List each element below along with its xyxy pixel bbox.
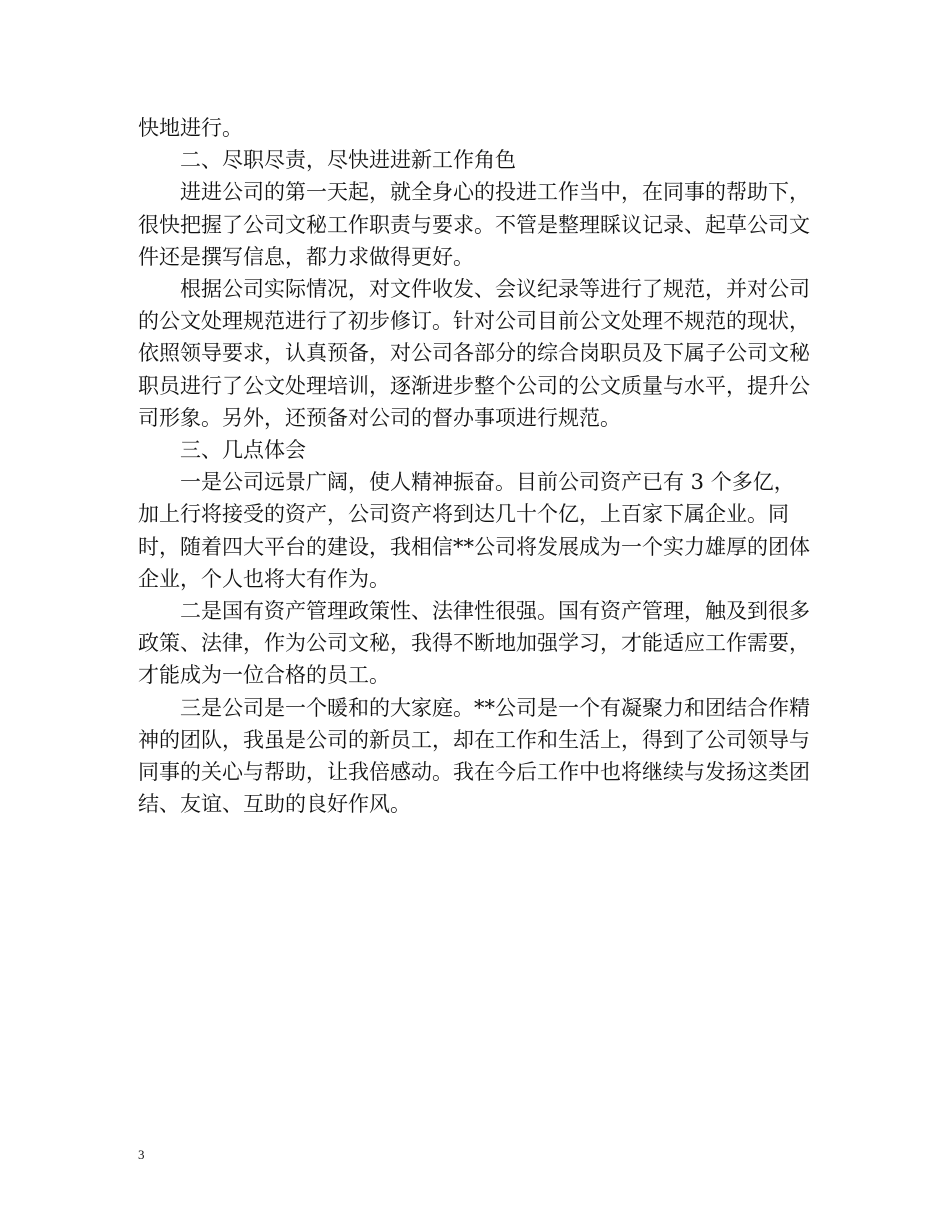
paragraph: 根据公司实际情况，对文件收发、会议纪录等进行了规范，并对公司的公文处理规范进行了初步修订。针对公司目前公文处理不规范的现状，依照领导要求，认真预备，对公司各部分的综合岗职员及下属子公司文秘职员进行了公文处理培训，逐渐进步整个公司的公文质量与水平，提升公司形象。另外，还预备对公司的督办事项进行规范。 xyxy=(138,277,810,430)
page-number: 3 xyxy=(138,1147,145,1162)
section-heading-2: 二、尽职尽责，尽快进进新工作角色 xyxy=(180,148,516,173)
document-body xyxy=(138,112,814,820)
paragraph: 二是国有资产管理政策性、法律性很强。国有资产管理，触及到很多政策、法律，作为公司文秘，我得不断地加强学习，才能适应工作需要，才能成为一位合格的员工。 xyxy=(138,599,810,688)
section-heading-3: 三、几点体会 xyxy=(180,438,306,463)
paragraph: 进进公司的第一天起，就全身心的投进工作当中，在同事的帮助下，很快把握了公司文秘工作职责与要求。不管是整理睬议记录、起草公司文件还是撰写信息，都力求做得更好。 xyxy=(138,180,810,269)
paragraph: 三是公司是一个暖和的大家庭。**公司是一个有凝聚力和团结合作精神的团队，我虽是公司的新员工，却在工作和生活上，得到了公司领导与同事的关心与帮助，让我倍感动。我在今后工作中也将继续与发扬这类团结、友谊、互助的良好作风。 xyxy=(138,695,810,817)
paragraph: 一是公司远景广阔，使人精神振奋。目前公司资产已有 3 个多亿，加上行将接受的资产，公司资产将到达几十个亿，上百家下属企业。同时，随着四大平台的建设，我相信**公司将发展成为一个实力雄厚的团体企业，个人也将大有作为。 xyxy=(138,470,810,591)
paragraph-continuation: 快地进行。 xyxy=(138,116,243,140)
